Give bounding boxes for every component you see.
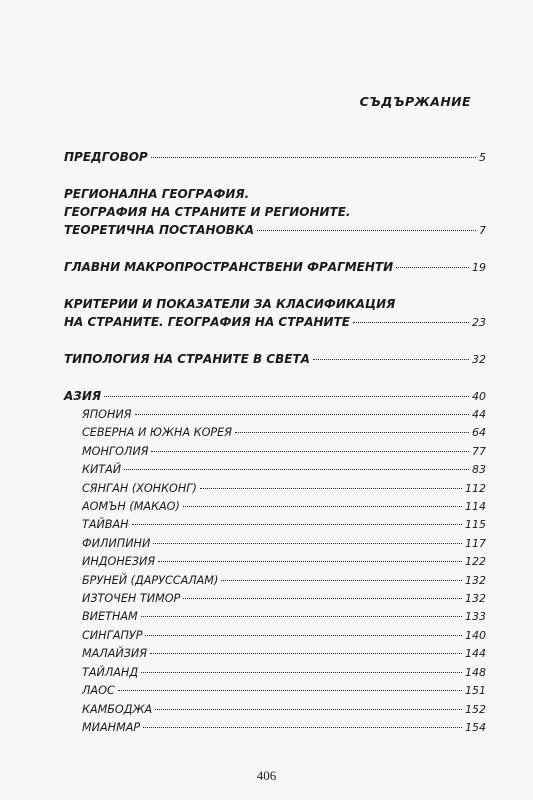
toc-subentry-label: СИНГАПУР [82, 628, 143, 642]
toc-entry-label: ТЕОРЕТИЧНА ПОСТАНОВКА [64, 223, 255, 237]
toc-subentry-label: МАЛАЙЗИЯ [82, 647, 148, 661]
dot-leader [151, 451, 469, 452]
toc-page-number: 117 [465, 536, 486, 550]
toc-subentry-label: АОМЪН (МАКАО) [82, 500, 180, 514]
dot-leader [158, 561, 462, 562]
toc-entry-label: ТИПОЛОГИЯ НА СТРАНИТЕ В СВЕТА [64, 352, 310, 366]
toc-subentry-label: ТАЙЛАНД [82, 665, 139, 679]
toc-subentry-label: ИЗТОЧЕН ТИМОР [82, 592, 181, 606]
toc-page-number: 64 [472, 426, 486, 440]
toc-page-number: 115 [465, 518, 486, 532]
toc-subentry-label: ТАЙВАН [82, 518, 129, 532]
dot-leader [141, 616, 462, 617]
toc-subentry[interactable] [82, 608, 486, 626]
toc-page-number: 140 [465, 628, 486, 642]
toc-page-number: 44 [472, 408, 486, 421]
toc-entry-label: ПРЕДГОВОР [64, 150, 148, 164]
dot-leader [124, 469, 469, 470]
toc-subentry-label: ВИЕТНАМ [82, 610, 138, 624]
toc-entry-asia[interactable] [64, 387, 486, 406]
toc-page-number: 152 [465, 702, 486, 716]
toc-entry-label: КРИТЕРИИ И ПОКАЗАТЕЛИ ЗА КЛАСИФИКАЦИЯ [64, 297, 396, 311]
toc-entry-label: НА СТРАНИТЕ. ГЕОГРАФИЯ НА СТРАНИТЕ [64, 315, 350, 329]
dot-leader [132, 524, 462, 525]
toc-entry-preface[interactable] [64, 148, 486, 167]
dot-leader [135, 414, 469, 415]
toc-subentry[interactable] [82, 664, 486, 682]
toc-subentry[interactable] [82, 535, 486, 553]
page-number: 406 [256, 768, 277, 783]
dot-leader [313, 359, 469, 360]
toc-page-number: 19 [472, 261, 486, 274]
toc-subentry-label: БРУНЕЙ (ДАРУССАЛАМ) [82, 573, 219, 587]
toc-subentry-label: КАМБОДЖА [82, 702, 153, 716]
toc-subentry[interactable] [82, 406, 486, 424]
dot-leader [150, 653, 462, 654]
toc-page-number: 112 [465, 481, 486, 495]
toc-subentry[interactable] [82, 645, 486, 663]
toc-entry-macrospatial-fragments[interactable] [64, 258, 486, 277]
toc-entry-label: РЕГИОНАЛНА ГЕОГРАФИЯ. [64, 187, 250, 201]
toc-entry-label: АЗИЯ [64, 389, 102, 403]
toc-subentry[interactable] [82, 443, 486, 461]
dot-leader [200, 488, 462, 489]
toc-subentry-label: СЕВЕРНА И ЮЖНА КОРЕЯ [82, 426, 233, 440]
dot-leader [151, 157, 476, 158]
toc-page-number: 133 [465, 610, 486, 624]
toc-entry-label: ГЛАВНИ МАКРОПРОСТРАНСТВЕНИ ФРАГМЕНТИ [64, 260, 394, 274]
toc-subentry-label: ФИЛИПИНИ [82, 536, 151, 550]
toc-page-number: 148 [465, 665, 486, 679]
toc-page-number: 32 [472, 353, 486, 366]
dot-leader [145, 635, 462, 636]
toc-page-number: 5 [479, 151, 486, 164]
dot-leader [141, 672, 462, 673]
dot-leader [221, 580, 462, 581]
toc-entry-typology[interactable] [64, 350, 486, 369]
dot-leader [153, 543, 462, 544]
dot-leader [235, 432, 469, 433]
asia-subentries [64, 406, 486, 737]
toc-subentry[interactable] [82, 627, 486, 645]
toc-subentry[interactable] [82, 719, 486, 737]
toc-subentry[interactable] [82, 424, 486, 442]
toc-page-number: 154 [465, 720, 486, 734]
toc-page-number: 77 [472, 444, 486, 458]
toc-subentry-label: ИНДОНЕЗИЯ [82, 555, 156, 569]
toc-subentry[interactable] [82, 701, 486, 719]
dot-leader [183, 506, 462, 507]
toc-subentry[interactable] [82, 498, 486, 516]
toc-page-number: 151 [465, 684, 486, 698]
toc-subentry-label: ЛАОС [82, 684, 115, 698]
toc-subentry[interactable] [82, 682, 486, 700]
toc-page-number: 122 [465, 555, 486, 569]
toc-subentry-label: КИТАЙ [82, 463, 122, 477]
toc-page-number: 23 [472, 316, 486, 329]
dot-leader [183, 598, 462, 599]
toc-subentry-label: СЯНГАН (ХОНКОНГ) [82, 481, 197, 495]
toc-page-number: 132 [465, 573, 486, 587]
toc-page-number: 40 [472, 390, 486, 403]
toc-subentry-label: ЯПОНИЯ [82, 408, 132, 421]
toc-subentry[interactable] [82, 516, 486, 534]
dot-leader [396, 267, 469, 268]
toc-page-number: 7 [479, 224, 486, 237]
toc-page-number: 114 [465, 500, 486, 514]
toc-subentry-label: МИАНМАР [82, 720, 141, 734]
toc-entry-label: ГЕОГРАФИЯ НА СТРАНИТЕ И РЕГИОНИТЕ. [64, 205, 351, 219]
page-title: СЪДЪРЖАНИЕ [359, 94, 471, 109]
dot-leader [257, 230, 476, 231]
toc-subentry-label: МОНГОЛИЯ [82, 444, 149, 458]
toc-subentry[interactable] [82, 590, 486, 608]
toc-subentry[interactable] [82, 461, 486, 479]
dot-leader [104, 396, 469, 397]
toc-entry-classification-criteria[interactable] [64, 295, 486, 332]
toc-subentry[interactable] [82, 480, 486, 498]
toc-subentry[interactable] [82, 572, 486, 590]
dot-leader [155, 709, 462, 710]
dot-leader [118, 690, 462, 691]
table-of-contents [64, 148, 486, 737]
toc-subentry[interactable] [82, 553, 486, 571]
toc-page-number: 144 [465, 647, 486, 661]
toc-entry-regional-geography[interactable] [64, 185, 486, 240]
toc-page-number: 83 [472, 463, 486, 477]
dot-leader [143, 727, 462, 728]
toc-page-number: 132 [465, 592, 486, 606]
dot-leader [353, 322, 469, 323]
